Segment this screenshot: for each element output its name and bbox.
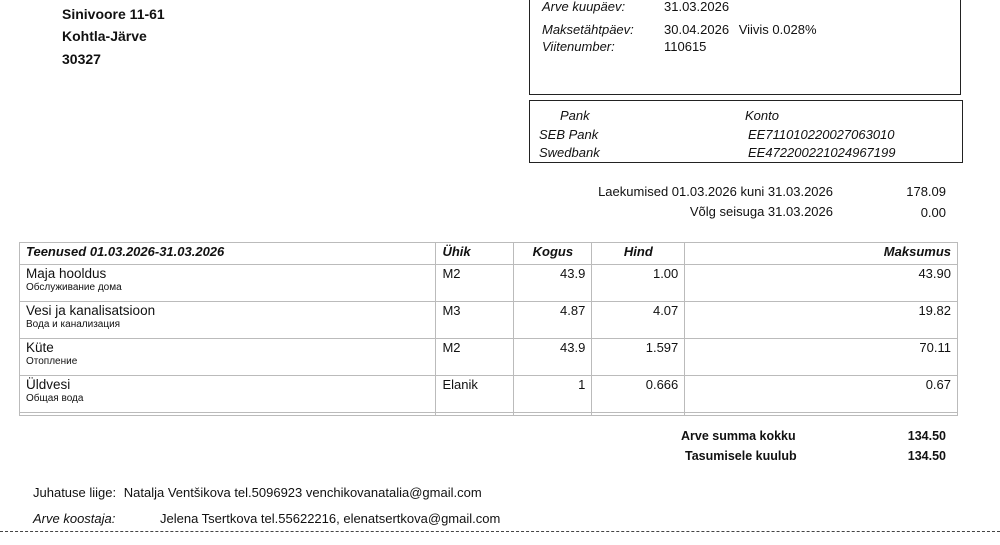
bank-name-1: SEB Pank (539, 127, 599, 142)
recipient-street: Sinivoore 11-61 (62, 6, 165, 22)
reference-value: 110615 (664, 39, 707, 54)
due-date-label: Maksetähtpäev: (542, 22, 634, 37)
service-quantity: 1 (514, 376, 592, 413)
services-header-row (20, 243, 958, 265)
service-total: 19.82 (685, 302, 958, 339)
service-name-ru: Обслуживание дома (26, 282, 122, 293)
reference-row (542, 39, 706, 54)
service-name-cell (20, 302, 436, 339)
board-member-contact: Natalja Ventšikova tel.5096923 venchikovanatalia@gmail.com (123, 485, 482, 500)
header-services: Teenused 01.03.2026-31.03.2026 (20, 243, 436, 265)
invoice-sum-label: Arve summa kokku (681, 429, 796, 443)
amount-due-label: Tasumisele kuulub (685, 449, 797, 463)
invoice-info-box (529, 0, 961, 95)
account-header: Konto (745, 108, 779, 123)
service-quantity: 43.9 (514, 339, 592, 376)
service-price: 4.07 (592, 302, 685, 339)
received-label: Laekumised 01.03.2026 kuni 31.03.2026 (598, 184, 833, 199)
due-date-row (542, 22, 817, 37)
service-name-ru: Вода и канализация (26, 319, 121, 330)
board-member-label: Juhatuse liige: (33, 485, 117, 500)
purchase-date-label: Arve kuupäev: (542, 0, 626, 14)
header-price: Hind (592, 243, 685, 265)
service-unit: M2 (436, 265, 514, 302)
purchase-date-row (542, 0, 729, 14)
service-unit: M3 (436, 302, 514, 339)
service-total: 70.11 (685, 339, 958, 376)
table-row (20, 302, 958, 339)
invoice-sum-value: 134.50 (907, 429, 946, 443)
bank-account-2: EE472200221024967199 (748, 145, 896, 160)
received-value: 178.09 (906, 184, 946, 199)
bank-header: Pank (560, 108, 590, 123)
service-price: 1.00 (592, 265, 685, 302)
service-quantity: 43.9 (514, 265, 592, 302)
compiler-line (33, 511, 500, 526)
service-name-cell (20, 265, 436, 302)
recipient-city: Kohtla-Järve (62, 28, 147, 44)
service-unit: M2 (436, 339, 514, 376)
amount-due-value: 134.50 (907, 449, 946, 463)
service-name-ru: Общая вода (26, 393, 84, 404)
table-row (20, 265, 958, 302)
table-row (20, 339, 958, 376)
service-name: Küte (26, 340, 54, 355)
purchase-date-value: 31.03.2026 (664, 0, 730, 14)
service-name-cell (20, 339, 436, 376)
table-row (20, 376, 958, 413)
service-name-cell (20, 376, 436, 413)
header-total: Maksumus (685, 243, 958, 265)
service-quantity: 4.87 (514, 302, 592, 339)
debt-value: 0.00 (920, 205, 946, 220)
compiler-label: Arve koostaja: (33, 511, 116, 526)
due-date-value: 30.04.2026 (664, 22, 730, 37)
service-name: Vesi ja kanalisatsioon (26, 303, 156, 318)
compiler-contact: Jelena Tsertkova tel.55622216, elenatsertkova@gmail.com (160, 511, 501, 526)
bank-account-1: EE711010220027063010 (748, 127, 895, 142)
header-unit: Ühik (436, 243, 514, 265)
service-total: 0.67 (685, 376, 958, 413)
service-name: Üldvesi (26, 377, 71, 392)
table-spacer-row (20, 413, 958, 416)
board-member-line (33, 485, 482, 500)
bank-name-2: Swedbank (539, 145, 600, 160)
bank-accounts-box (529, 100, 963, 163)
service-total: 43.90 (685, 265, 958, 302)
service-price: 0.666 (592, 376, 685, 413)
penalty-rate: Viivis 0.028% (738, 22, 817, 37)
service-name-ru: Отопление (26, 356, 78, 367)
services-table (19, 242, 958, 416)
debt-label: Võlg seisuga 31.03.2026 (689, 204, 833, 219)
service-price: 1.597 (592, 339, 685, 376)
recipient-postcode: 30327 (62, 51, 101, 67)
reference-label: Viitenumber: (542, 39, 615, 54)
header-quantity: Kogus (514, 243, 592, 265)
service-name: Maja hooldus (26, 266, 107, 281)
service-unit: Elanik (436, 376, 514, 413)
cut-line-divider (0, 531, 1000, 532)
